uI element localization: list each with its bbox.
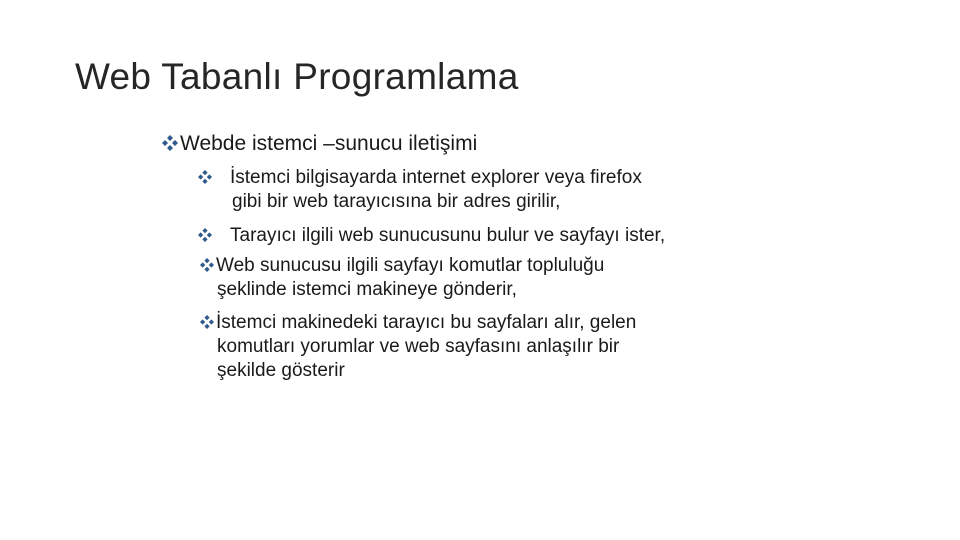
diamond-bullet-icon [198, 170, 212, 184]
heading-bullet-text: Webde istemci –sunucu iletişimi [180, 132, 478, 155]
heading-bullet [162, 132, 477, 156]
sub-bullet-text: Web sunucusu ilgili sayfayı komutlar topluluğu [216, 255, 605, 276]
sub-bullet-text: Tarayıcı ilgili web sunucusunu bulur ve sayfayı ister, [230, 225, 666, 246]
sub-bullet-text-continued: şekilde gösterir [217, 360, 345, 381]
sub-bullet [198, 224, 665, 248]
sub-bullet-text-continued: şeklinde istemci makineye gönderir, [217, 279, 517, 300]
sub-bullet-text-continued: gibi bir web tarayıcısına bir adres girilir, [232, 191, 561, 212]
sub-bullet-text: İstemci makinedeki tarayıcı bu sayfaları alır, gelen [216, 312, 637, 333]
diamond-bullet-icon [162, 135, 178, 151]
sub-bullet [200, 311, 636, 383]
sub-bullet-text-continued: komutları yorumlar ve web sayfasını anlaşılır bir [217, 336, 620, 357]
diamond-bullet-icon [200, 315, 214, 329]
sub-bullet [198, 166, 642, 214]
diamond-bullet-icon [200, 258, 214, 272]
diamond-bullet-icon [198, 228, 212, 242]
sub-bullet [200, 254, 604, 302]
sub-bullet-text: İstemci bilgisayarda internet explorer veya firefox [230, 167, 642, 188]
slide-title: Web Tabanlı Programlama [75, 56, 519, 97]
